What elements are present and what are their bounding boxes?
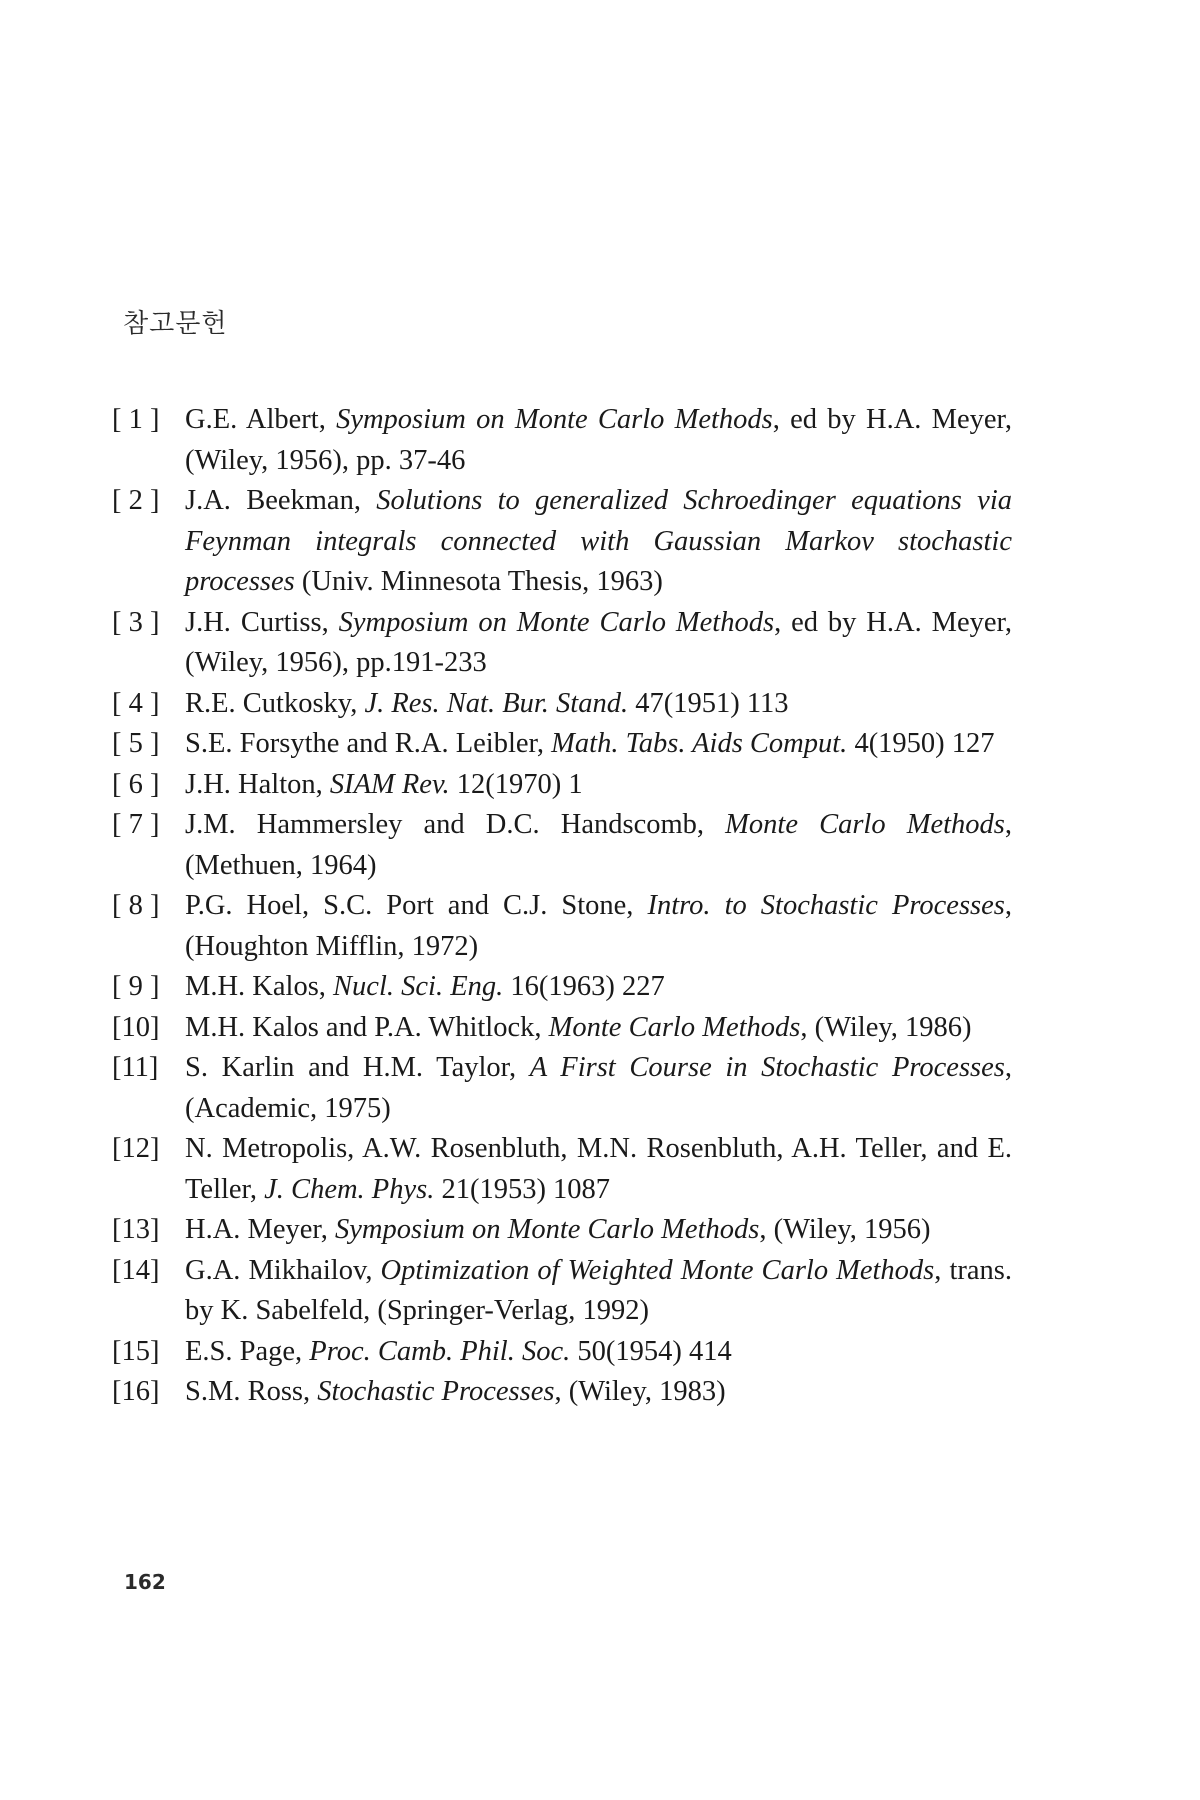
reference-text	[185, 769, 583, 800]
reference-segment: 16(1963) 227	[503, 971, 665, 1002]
reference-number: [10]	[112, 1011, 160, 1043]
reference-segment: G.E. Albert,	[185, 404, 337, 435]
reference-item	[112, 1251, 1012, 1332]
reference-number: [ 8 ]	[112, 890, 160, 921]
page-number: 162	[124, 1570, 166, 1594]
reference-number: [ 5 ]	[112, 728, 160, 759]
reference-title: Symposium on Monte Carlo Methods	[336, 404, 773, 435]
reference-number: [ 4 ]	[112, 687, 160, 719]
reference-segment: N. Metropolis, A.W. Rosenbluth, M.N. Rosenbluth, A.H. Teller, and E. Teller,	[185, 1133, 1012, 1205]
reference-title: SIAM Rev.	[329, 768, 450, 800]
reference-item	[112, 724, 1012, 765]
reference-title: Intro. to Stochastic Processes	[647, 890, 1005, 921]
reference-segment: J.A. Beekman,	[185, 485, 377, 516]
reference-segment: M.H. Kalos and P.A. Whitlock,	[185, 1011, 549, 1043]
reference-segment: , trans. by K. Sabelfeld, (Springer-Verlag, 1992)	[185, 1254, 1012, 1326]
reference-title: Symposium on Monte Carlo Methods	[335, 1214, 760, 1245]
reference-segment: 12(1970) 1	[449, 768, 583, 800]
reference-title: J. Chem. Phys.	[264, 1173, 435, 1205]
reference-number: [16]	[112, 1376, 160, 1407]
section-heading: 참고문헌	[123, 309, 228, 339]
reference-number: [ 6 ]	[112, 768, 160, 800]
reference-segment: S. Karlin and H.M. Taylor,	[185, 1052, 530, 1083]
reference-segment: 21(1953) 1087	[434, 1173, 611, 1205]
reference-text	[185, 1133, 1012, 1205]
reference-number: [ 2 ]	[112, 485, 160, 516]
reference-number: [12]	[112, 1133, 160, 1164]
reference-item	[112, 1129, 1012, 1210]
reference-segment: (Univ. Minnesota Thesis, 1963)	[294, 566, 663, 597]
reference-segment: J.M. Hammersley and D.C. Handscomb,	[185, 809, 726, 840]
reference-number: [15]	[112, 1335, 160, 1367]
reference-text	[185, 728, 995, 759]
reference-item	[112, 400, 1012, 481]
reference-number: [ 3 ]	[112, 606, 160, 638]
reference-segment: , (Academic, 1975)	[185, 1052, 1012, 1124]
reference-segment: P.G. Hoel, S.C. Port and C.J. Stone,	[185, 890, 648, 921]
reference-segment: , (Wiley, 1956)	[759, 1214, 931, 1245]
reference-item	[112, 967, 1012, 1008]
reference-segment: G.A. Mikhailov,	[185, 1254, 381, 1286]
reference-segment: R.E. Cutkosky,	[185, 687, 365, 719]
reference-segment: J.H. Curtiss,	[185, 606, 339, 638]
reference-text	[185, 1376, 726, 1407]
reference-item	[112, 684, 1012, 725]
reference-text	[185, 1052, 1012, 1124]
reference-text	[185, 1336, 732, 1367]
reference-title: Proc. Camb. Phil. Soc.	[309, 1335, 571, 1367]
reference-text	[185, 688, 789, 719]
reference-title: Monte Carlo Methods	[725, 809, 1005, 840]
reference-list	[112, 400, 1012, 1413]
reference-segment: 47(1951) 113	[628, 687, 789, 719]
reference-segment: , (Wiley, 1983)	[554, 1376, 726, 1407]
reference-number: [ 7 ]	[112, 809, 160, 840]
reference-title: Optimization of Weighted Monte Carlo Methods	[380, 1254, 935, 1286]
reference-segment: , (Houghton Mifflin, 1972)	[185, 890, 1012, 962]
reference-item	[112, 1008, 1012, 1049]
reference-number: [11]	[112, 1052, 159, 1083]
reference-text	[185, 890, 1012, 962]
reference-item	[112, 603, 1012, 684]
reference-item	[112, 1210, 1012, 1251]
reference-text	[185, 607, 1012, 679]
reference-title: Nucl. Sci. Eng.	[333, 971, 504, 1002]
reference-segment: H.A. Meyer,	[185, 1214, 336, 1245]
reference-text	[185, 485, 1012, 597]
reference-item	[112, 1332, 1012, 1373]
reference-number: [ 1 ]	[112, 404, 160, 435]
reference-segment: , (Wiley, 1986)	[800, 1011, 972, 1043]
reference-title: A First Course in Stochastic Processes	[529, 1052, 1005, 1083]
reference-title: Math. Tabs. Aids Comput.	[551, 728, 848, 759]
reference-text	[185, 809, 1012, 881]
reference-title: Stochastic Processes	[317, 1376, 555, 1407]
reference-segment: J.H. Halton,	[185, 768, 330, 800]
reference-segment: , ed by H.A. Meyer, (Wiley, 1956), pp. 37-46	[185, 404, 1012, 476]
reference-item	[112, 765, 1012, 806]
reference-item	[112, 1048, 1012, 1129]
reference-title: Solutions to generalized Schroedinger equations via Feynman integrals connected with Gaussian Markov stochastic processes	[185, 485, 1012, 597]
reference-text	[185, 1255, 1012, 1327]
reference-segment: 50(1954) 414	[570, 1335, 732, 1367]
reference-item	[112, 481, 1012, 603]
reference-segment: E.S. Page,	[185, 1335, 310, 1367]
reference-segment: , ed by H.A. Meyer, (Wiley, 1956), pp.191-233	[185, 606, 1012, 678]
reference-number: [14]	[112, 1254, 160, 1286]
reference-item	[112, 886, 1012, 967]
reference-text	[185, 1214, 930, 1245]
reference-item	[112, 1372, 1012, 1413]
reference-segment: M.H. Kalos,	[185, 971, 334, 1002]
reference-title: J. Res. Nat. Bur. Stand.	[364, 687, 629, 719]
reference-item	[112, 805, 1012, 886]
reference-segment: 4(1950) 127	[847, 728, 995, 759]
reference-text	[185, 404, 1012, 476]
reference-number: [13]	[112, 1214, 160, 1245]
reference-text	[185, 1012, 972, 1043]
reference-number: [ 9 ]	[112, 971, 160, 1002]
reference-segment: S.M. Ross,	[185, 1376, 318, 1407]
reference-title: Monte Carlo Methods	[548, 1011, 801, 1043]
reference-segment: , (Methuen, 1964)	[185, 809, 1012, 881]
reference-segment: S.E. Forsythe and R.A. Leibler,	[185, 728, 552, 759]
reference-title: Symposium on Monte Carlo Methods	[338, 606, 775, 638]
reference-text	[185, 971, 665, 1002]
